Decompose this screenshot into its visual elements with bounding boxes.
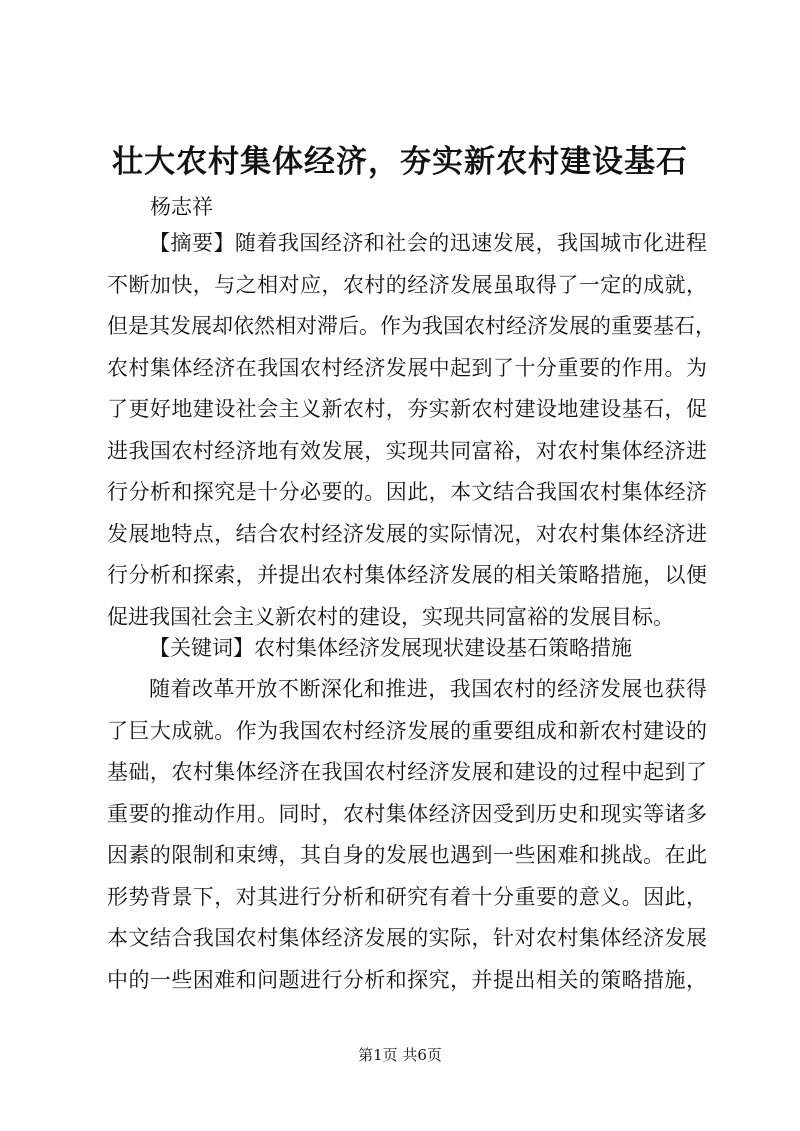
- keywords-paragraph: [107, 628, 707, 670]
- abstract-line: 促进我国社会主义新农村的建设，实现共同富裕的发展目标。: [107, 604, 674, 629]
- abstract-line: 发展地特点，结合农村经济发展的实际情况，对农村集体经济进: [107, 521, 707, 546]
- body-paragraph: [107, 669, 707, 1001]
- keywords-line: 【关键词】农村集体经济发展现状建设基石策略措施: [149, 636, 632, 660]
- body-line: 本文结合我国农村集体经济发展的实际，针对农村集体经济发展: [107, 926, 707, 950]
- abstract-line: 不断加快，与之相对应，农村的经济发展虽取得了一定的成就，: [107, 272, 707, 297]
- body-line: 形势背景下，对其进行分析和研究有着十分重要的意义。因此，: [107, 884, 707, 909]
- body-line: 重要的推动作用。同时，农村集体经济因受到历史和现实等诸多: [107, 801, 707, 826]
- abstract-line: 但是其发展却依然相对滞后。作为我国农村经济发展的重要基石，: [107, 314, 716, 338]
- body-line: 随着改革开放不断深化和推进，我国农村的经济发展也获得: [149, 677, 707, 701]
- body-line: 中的一些困难和问题进行分析和探究，并提出相关的策略措施，: [107, 967, 707, 992]
- body-line: 因素的限制和束缚，其自身的发展也遇到一些困难和挑战。在此: [107, 843, 707, 867]
- page-footer: 第1页 共6页: [358, 1046, 442, 1064]
- abstract-line: 【摘要】随着我国经济和社会的迅速发展，我国城市化进程: [149, 231, 707, 255]
- abstract-line: 行分析和探索，并提出农村集体经济发展的相关策略措施，以便: [107, 563, 707, 587]
- document-title: 壮大农村集体经济，夯实新农村建设基石: [112, 144, 688, 180]
- body-line: 基础，农村集体经济在我国农村经济发展和建设的过程中起到了: [107, 760, 707, 784]
- abstract-line: 了更好地建设社会主义新农村，夯实新农村建设地建设基石，促: [107, 397, 707, 421]
- author-name: 杨志祥: [150, 195, 213, 219]
- abstract-paragraph: [107, 223, 716, 638]
- abstract-line: 进我国农村经济地有效发展，实现共同富裕，对农村集体经济进: [107, 438, 707, 463]
- abstract-line: 农村集体经济在我国农村经济发展中起到了十分重要的作用。为: [107, 355, 707, 380]
- body-line: 了巨大成就。作为我国农村经济发展的重要组成和新农村建设的: [107, 718, 707, 743]
- abstract-line: 行分析和探究是十分必要的。因此，本文结合我国农村集体经济: [107, 480, 707, 504]
